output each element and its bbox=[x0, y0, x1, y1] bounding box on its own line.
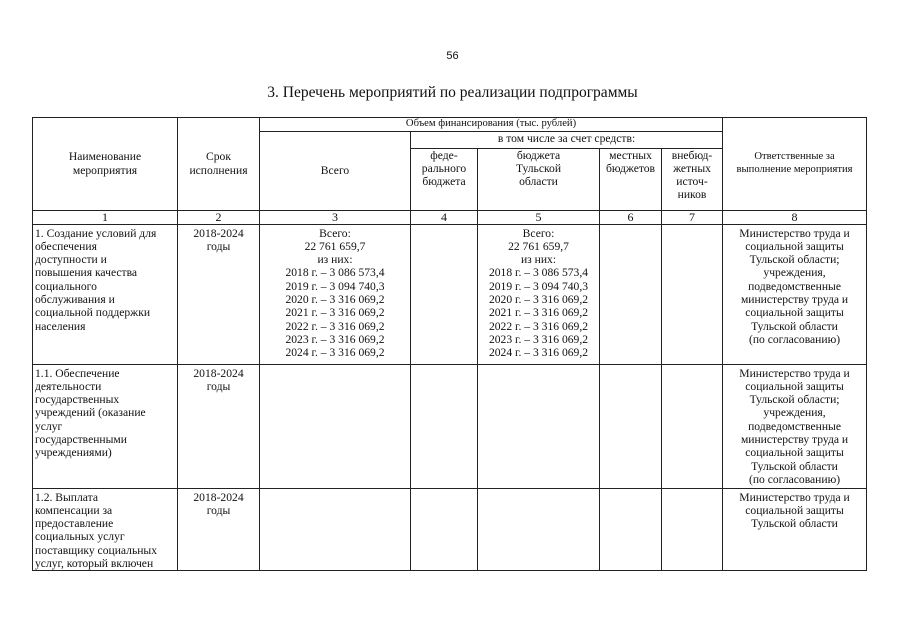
financing-total bbox=[260, 488, 411, 571]
header-federal: феде- рального бюджета bbox=[411, 148, 478, 210]
header-term: Срок исполнения bbox=[178, 118, 260, 211]
financing-local bbox=[600, 488, 662, 571]
activity-name: 1.1. Обеспечение деятельности государственных учреждений (оказание услуг государственными учреждениями) bbox=[33, 364, 178, 488]
responsible-executors: Министерство труда и социальной защиты Тульской области bbox=[723, 488, 867, 571]
column-number: 6 bbox=[600, 210, 662, 224]
header-responsible: Ответственные за выполнение мероприятия bbox=[723, 118, 867, 211]
page-number: 56 bbox=[446, 50, 459, 62]
activity-name: 1. Создание условий для обеспечения доступности и повышения качества социального обслуживания и социальной поддержки населения bbox=[33, 224, 178, 364]
activity-term: 2018-2024 годы bbox=[178, 488, 260, 571]
responsible-executors: Министерство труда и социальной защиты Тульской области; учреждения, подведомственные министерству труда и социальной защиты Тульской области (по согласованию) bbox=[723, 364, 867, 488]
column-number: 5 bbox=[478, 210, 600, 224]
activity-name: 1.2. Выплата компенсации за предоставление социальных услуг поставщику социальных услуг, который включен bbox=[33, 488, 178, 571]
financing-regional: Всего: 22 761 659,7 из них: 2018 г. – 3 086 573,4 2019 г. – 3 094 740,3 2020 г. – 3 316 069,2 2021 г. – 3 316 069,2 2022 г. – 3 316 069,2 2023 г. – 3 316 069,2 2024 г. – 3 316 069,2 bbox=[478, 224, 600, 364]
column-number: 3 bbox=[260, 210, 411, 224]
financing-regional bbox=[478, 364, 600, 488]
table-row bbox=[33, 364, 867, 488]
financing-offbudget bbox=[662, 488, 723, 571]
financing-regional bbox=[478, 488, 600, 571]
column-numbers-row bbox=[33, 210, 867, 224]
column-number: 2 bbox=[178, 210, 260, 224]
activities-table bbox=[32, 117, 867, 571]
header-including: в том числе за счет средств: bbox=[411, 131, 723, 148]
financing-local bbox=[600, 364, 662, 488]
column-number: 7 bbox=[662, 210, 723, 224]
header-volume: Объем финансирования (тыс. рублей) bbox=[260, 118, 723, 132]
financing-total: Всего: 22 761 659,7 из них: 2018 г. – 3 086 573,4 2019 г. – 3 094 740,3 2020 г. – 3 316 069,2 2021 г. – 3 316 069,2 2022 г. – 3 316 069,2 2023 г. – 3 316 069,2 2024 г. – 3 316 069,2 bbox=[260, 224, 411, 364]
header-regional: бюджета Тульской области bbox=[478, 148, 600, 210]
financing-federal bbox=[411, 488, 478, 571]
column-number: 8 bbox=[723, 210, 867, 224]
column-number: 4 bbox=[411, 210, 478, 224]
financing-offbudget bbox=[662, 224, 723, 364]
table-row bbox=[33, 488, 867, 571]
activity-term: 2018-2024 годы bbox=[178, 364, 260, 488]
financing-local bbox=[600, 224, 662, 364]
section-title: 3. Перечень мероприятий по реализации подпрограммы bbox=[267, 84, 638, 101]
header-offbudget: внебюд- жетных источ- ников bbox=[662, 148, 723, 210]
financing-total bbox=[260, 364, 411, 488]
financing-offbudget bbox=[662, 364, 723, 488]
financing-federal bbox=[411, 224, 478, 364]
header-local: местных бюджетов bbox=[600, 148, 662, 210]
financing-federal bbox=[411, 364, 478, 488]
header-total: Всего bbox=[260, 131, 411, 210]
column-number: 1 bbox=[33, 210, 178, 224]
activity-term: 2018-2024 годы bbox=[178, 224, 260, 364]
table-row bbox=[33, 224, 867, 364]
responsible-executors: Министерство труда и социальной защиты Тульской области; учреждения, подведомственные министерству труда и социальной защиты Тульской области (по согласованию) bbox=[723, 224, 867, 364]
header-name: Наименование мероприятия bbox=[33, 118, 178, 211]
